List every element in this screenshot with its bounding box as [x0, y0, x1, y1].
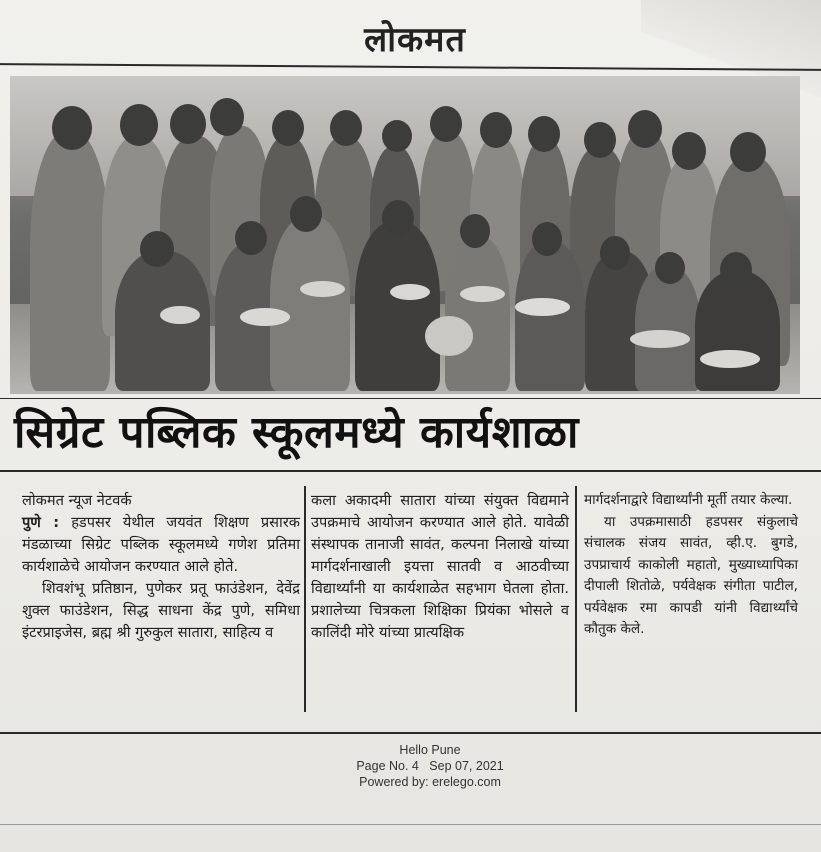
article-headline: सिग्रेट पब्लिक स्कूलमध्ये कार्यशाळा	[14, 407, 579, 458]
paragraph-1-text: हडपसर येथील जयवंत शिक्षण प्रसारक मंडळाच्या सिग्रेट पब्लिक स्कूलमध्ये गणेश प्रतिमा कार्यशाळेचे आयोजन करण्यात आले होते.	[22, 514, 301, 575]
headline-bottom-rule	[0, 470, 821, 472]
page-number: Page No. 4	[356, 759, 419, 773]
edition-name: Hello Pune	[399, 743, 461, 757]
article-paragraph-5: या उपक्रमासाठी हडपसर संकुलाचे संचालक संजय सावंत, व्ही.ए. बुगडे, उपप्राचार्य काकोली महातो, मुख्याध्यापिका दीपाली शितोळे, पर्यवेक्षक संगीता पाटील, पर्यवेक्षक रमा कापडी यांनी विद्यार्थ्यांचे कौतुक केले.	[584, 513, 798, 637]
article-paragraph-3: कला अकादमी सातारा यांच्या संयुक्त विद्यमाने उपक्रमाचे आयोजन करण्यात आले होते. यावेळी संस्थापक तानाजी सावंत, कल्पना निलाखे यांच्या मार्गदर्शनाखाली इयत्ता सातवी व आठवीच्या विद्यार्थ्यांनी या कार्यशाळेत सहभाग घेतला होता. प्रशालेच्या चित्रकला शिक्षिका प्रियंका भोसले व कालिंदी मोरे यांच्या प्रात्यक्षिक	[311, 492, 569, 641]
article-paragraph-4: मार्गदर्शनाद्वारे विद्यार्थ्यांनी मूर्ती तयार केल्या.	[584, 492, 793, 508]
column-divider-1	[304, 486, 306, 712]
column-divider-2	[575, 486, 577, 712]
footer-bottom-rule	[0, 824, 821, 825]
article-bottom-rule	[0, 732, 821, 734]
article-column-3	[584, 490, 798, 641]
photo-bottom-rule	[0, 398, 821, 399]
article-column-1	[22, 490, 300, 644]
powered-by: Powered by: erelego.com	[359, 775, 501, 789]
page-date-line	[330, 758, 530, 774]
dateline: पुणे :	[22, 514, 60, 531]
article-paragraph-1	[22, 512, 300, 578]
article-paragraph-2: शिवशंभू प्रतिष्ठान, पुणेकर प्रतू फाउंडेशन, देवेंद्र शुक्ल फाउंडेशन, सिद्ध साधना केंद्र पुणे, समिधा इंटरप्राइजेस, ब्रह्म श्री गुरुकुल सातारा, साहित्य व	[22, 580, 300, 641]
article-column-2	[311, 490, 569, 644]
masthead-logo: लोकमत	[364, 20, 466, 60]
publish-date: Sep 07, 2021	[429, 759, 504, 773]
byline: लोकमत न्यूज नेटवर्क	[22, 492, 132, 509]
page-footer	[330, 742, 530, 790]
group-photo	[10, 76, 800, 394]
